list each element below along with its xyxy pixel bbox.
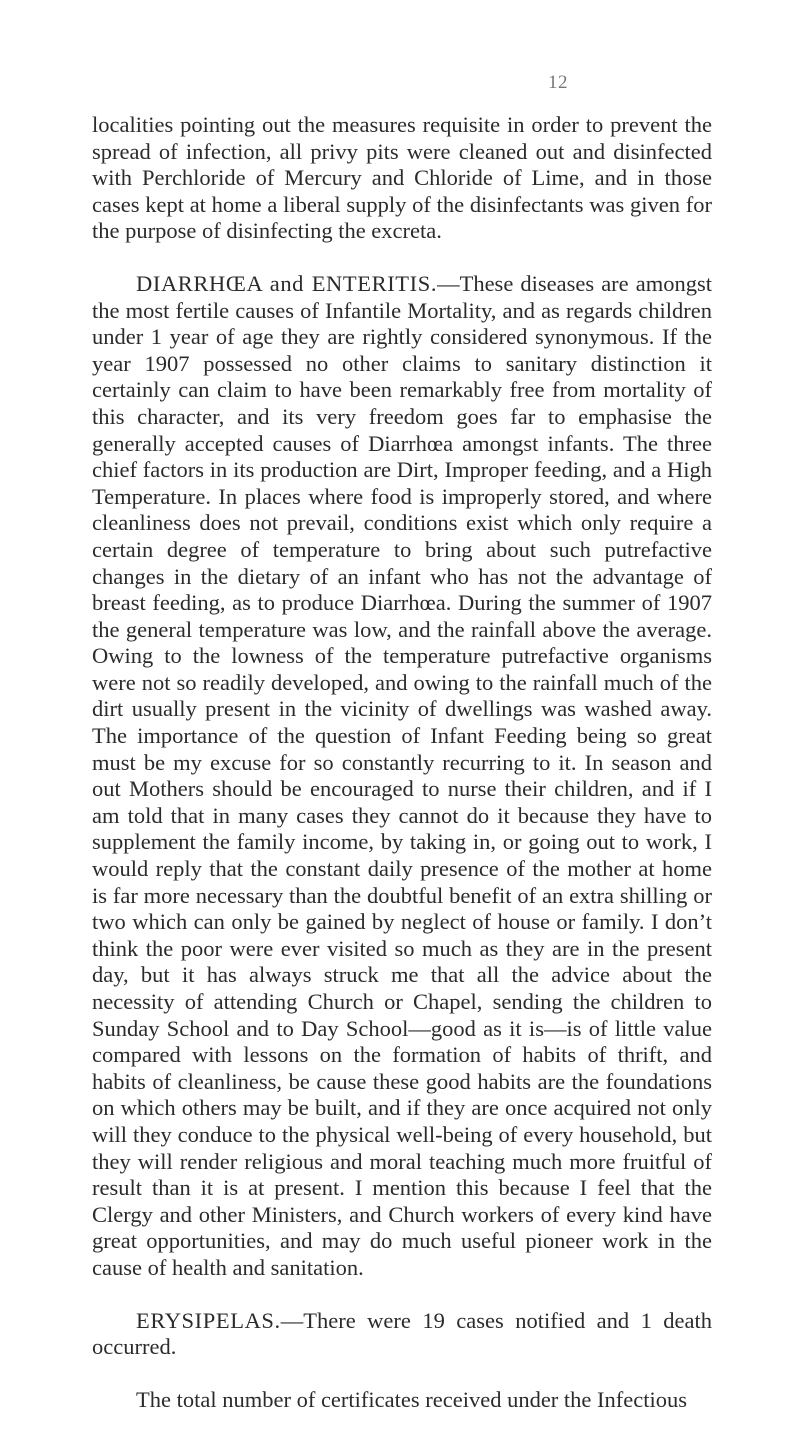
paragraph-privy-pits <box>92 112 712 245</box>
paragraph-erysipelas <box>92 1308 712 1361</box>
paragraph-text: The total number of certificates received under the Infectious <box>136 1386 687 1412</box>
paragraph-text: —There were 19 cases notified and 1 death occurred. <box>92 1307 712 1360</box>
document-body <box>92 112 712 1439</box>
section-heading-diarrhoea: DIARRHŒA and ENTERITIS. <box>136 270 438 296</box>
page-number: 12 <box>548 72 568 93</box>
paragraph-text: localities pointing out the measures requisite in order to prevent the spread of infection, all privy pits were cleaned out and disinfected with Perchloride of Mercury and Chloride of Lime, and in those cases kept at home a liberal supply of the disinfectants was given for the purpose of disinfecting the excreta. <box>92 112 712 244</box>
section-heading-erysipelas: ERYSIPELAS. <box>136 1307 281 1333</box>
paragraph-certificates <box>92 1387 712 1414</box>
paragraph-text: —These diseases are amongst the most fertile causes of Infantile Mortality, and as regards children under 1 year of age they are rightly considered synonymous. If the year 1907 possessed no other claims to sanitary distinction it certainly can claim to have been remarkably free from mortality of this character, and its very freedom goes far to emphasise the generally accepted causes of Diarrhœa amongst infants. The three chief factors in its production are Dirt, Improper feeding, and a High Temperature. In places where food is improperly stored, and where cleanliness does not prevail, conditions exist which only require a certain degree of temperature to bring about such putrefactive changes in the dietary of an infant who has not the advantage of breast feeding, as to produce Diarrhœa. During the summer of 1907 the general temperature was low, and the rainfall above the average. Owing to the lowness of the temperature putrefactive organisms were not so readily developed, and owing to the rainfall much of the dirt usually present in the vicinity of dwellings was washed away. The importance of the question of Infant Feeding being so great must be my excuse for so constantly recurring to it. In season and out Mothers should be encouraged to nurse their children, and if I am told that in many cases they cannot do it because they have to supplement the family income, by taking in, or going out to work, I would reply that the constant daily presence of the mother at home is far more necessary than the doubtful benefit of an extra shilling or two which can only be gained by neglect of house or family. I don’t think the poor were ever visited so much as they are in the present day, but it has always struck me that all the advice about the necessity of attending Church or Chapel, sending the children to Sunday School and to Day School—good as it is—is of little value compared with lessons on the formation of habits of thrift, and habits of cleanliness, be cause these good habits are the foundations on which others may be built, and if they are once acquired not only will they conduce to the physical well-being of every household, but they will render religious and moral teaching much more fruitful of result than it is at present. I mention this because I feel that the Clergy and other Ministers, and Church workers of every kind have great opportunities, and may do much useful pioneer work in the cause of health and sanitation. <box>92 270 712 1280</box>
paragraph-diarrhoea-enteritis <box>92 271 712 1282</box>
